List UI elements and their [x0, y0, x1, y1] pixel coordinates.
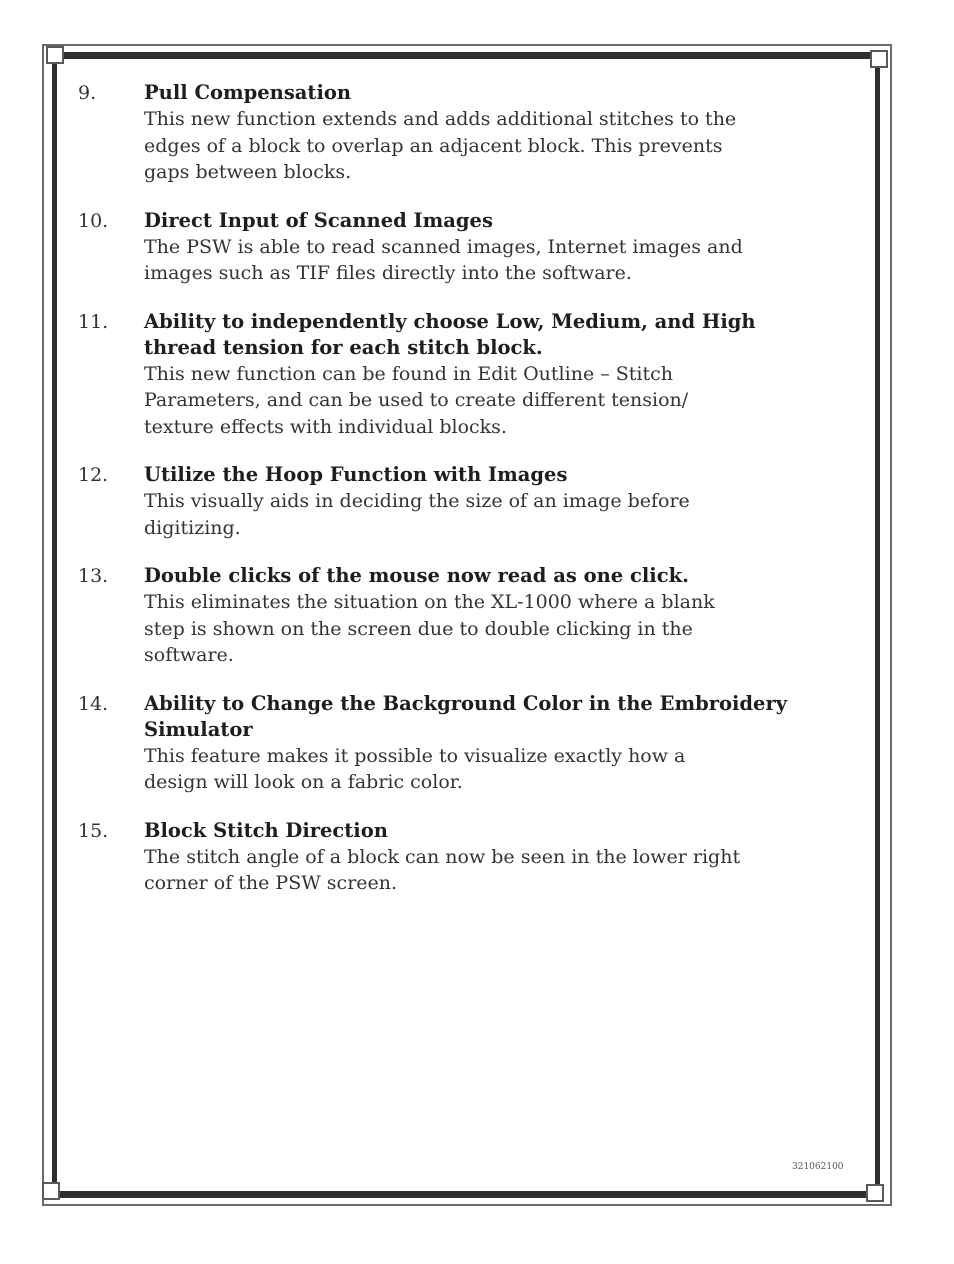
feature-item-thread-tension: [78, 309, 868, 441]
item-description-line: This feature makes it possible to visualize exactly how a: [144, 744, 686, 767]
item-description-line: corner of the PSW screen.: [144, 872, 398, 894]
item-description-line: This new function extends and adds additional stitches to the: [144, 108, 737, 130]
item-description-line: This visually aids in deciding the size of an image before: [144, 490, 690, 512]
border-corner-ornament: [866, 1184, 884, 1202]
feature-list: [78, 80, 868, 919]
feature-item-double-clicks: [78, 563, 868, 669]
item-description-line: software.: [144, 644, 234, 666]
feature-item-background-color: [78, 691, 868, 796]
item-title-line: Simulator: [144, 717, 253, 741]
document-code: 321062100: [792, 1162, 844, 1172]
item-title-line: Ability to independently choose Low, Medium, and High: [144, 309, 756, 333]
item-description-line: The stitch angle of a block can now be seen in the lower right: [144, 845, 741, 868]
feature-item-stitch-direction: [78, 818, 868, 897]
feature-item-pull-compensation: [78, 80, 868, 186]
item-description-line: step is shown on the screen due to double clicking in the: [144, 617, 693, 640]
item-number: 10.: [78, 209, 109, 232]
item-description-line: design will look on a fabric color.: [144, 771, 463, 793]
feature-item-hoop-function: [78, 462, 868, 541]
item-description-line: This new function can be found in Edit Outline – Stitch: [144, 362, 674, 385]
item-title: Double clicks of the mouse now read as one click.: [144, 564, 689, 587]
item-title-line: thread tension for each stitch block.: [144, 335, 543, 359]
item-number: 15.: [78, 819, 109, 842]
item-title: Block Stitch Direction: [144, 818, 388, 842]
item-description-line: gaps between blocks.: [144, 161, 352, 183]
item-number: 12.: [78, 464, 109, 486]
border-corner-ornament: [870, 50, 888, 68]
item-description-line: Parameters, and can be used to create different tension/: [144, 389, 689, 411]
item-title: Direct Input of Scanned Images: [144, 208, 493, 232]
item-title: Utilize the Hoop Function with Images: [144, 463, 568, 486]
feature-item-scanned-images: [78, 208, 868, 287]
item-description-line: This eliminates the situation on the XL-1000 where a blank: [144, 591, 715, 613]
item-description-line: edges of a block to overlap an adjacent block. This prevents: [144, 134, 723, 157]
item-number: 14.: [78, 692, 109, 715]
border-corner-ornament: [46, 46, 64, 64]
border-corner-ornament: [42, 1182, 60, 1200]
item-description-line: digitizing.: [144, 516, 241, 539]
item-description-line: texture effects with individual blocks.: [144, 415, 507, 438]
item-number: 9.: [78, 82, 97, 104]
item-title: Pull Compensation: [144, 81, 352, 104]
item-title-line: Ability to Change the Background Color in the Embroidery: [144, 691, 788, 715]
item-description-line: The PSW is able to read scanned images, Internet images and: [144, 235, 743, 258]
item-description-line: images such as TIF files directly into the software.: [144, 262, 632, 284]
item-number: 11.: [78, 310, 109, 333]
item-number: 13.: [78, 565, 109, 587]
